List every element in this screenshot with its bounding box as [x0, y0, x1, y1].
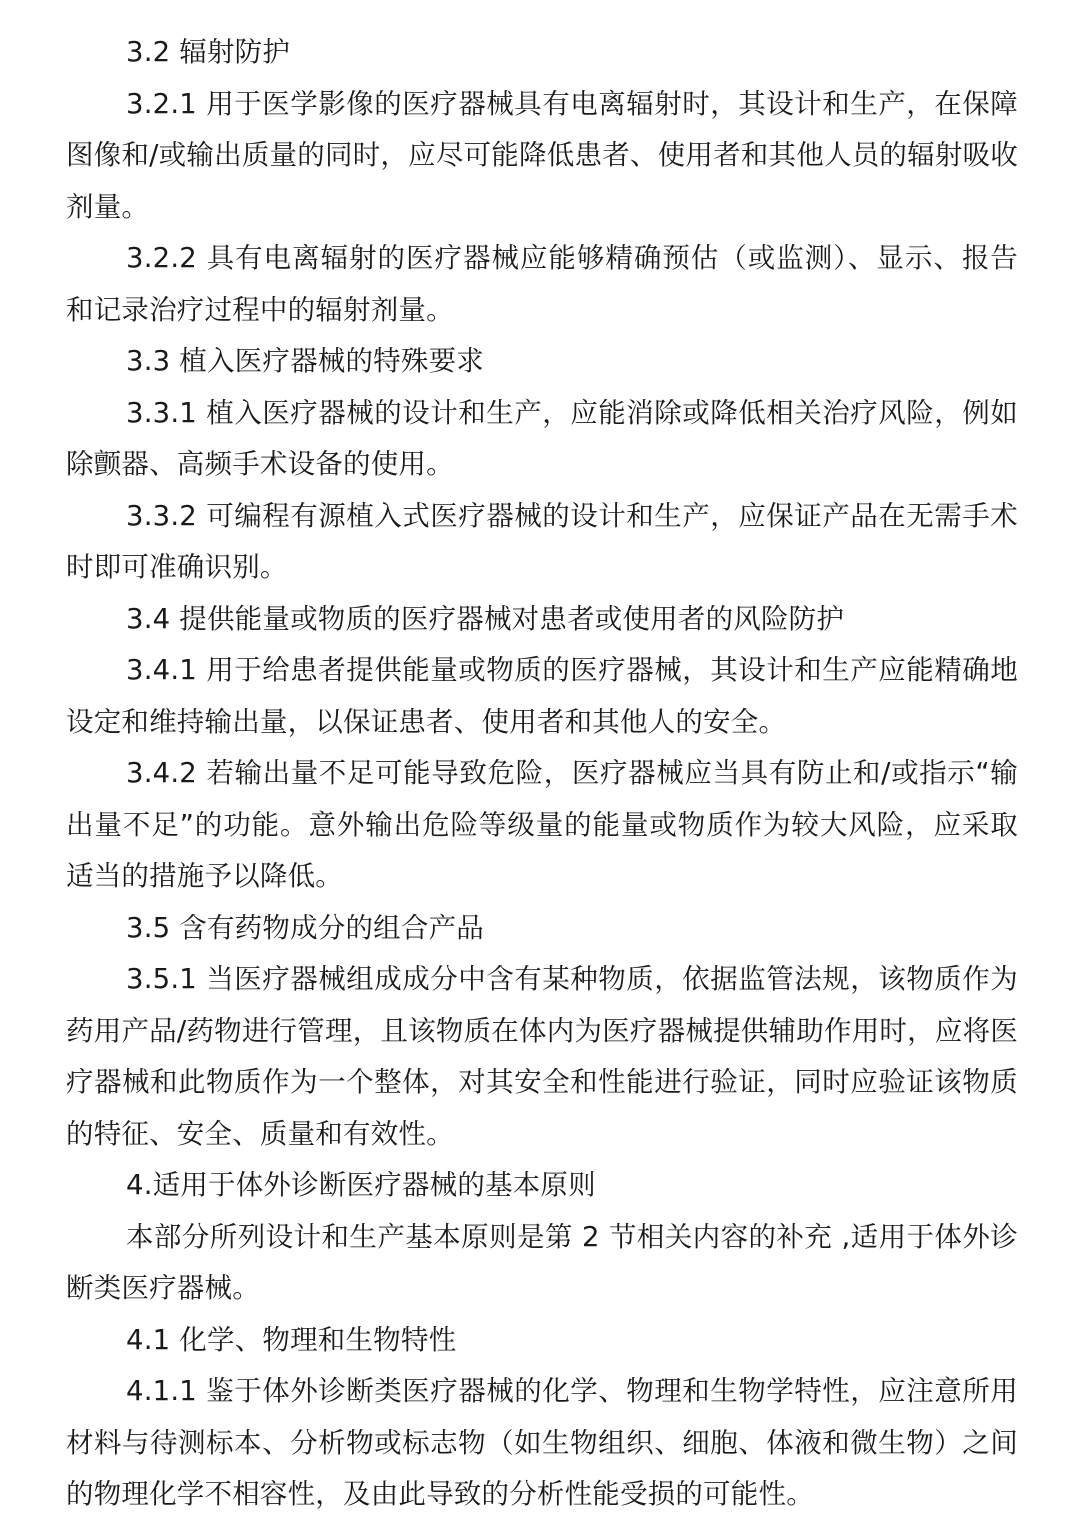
section-heading-4: 4.适用于体外诊断医疗器械的基本原则	[126, 1169, 596, 1201]
section-heading-3-2: 3.2 辐射防护	[126, 36, 291, 68]
section-heading-3-3: 3.3 植入医疗器械的特殊要求	[126, 345, 484, 377]
clause-3-4-2: 3.4.2 若输出量不足可能导致危险，医疗器械应当具有防止和/或指示“输出量不足”的功能。意外输出危险等级量的能量或物质作为较大风险，应采取适当的措施予以降低。	[66, 757, 1018, 892]
clause-3-5-1: 3.5.1 当医疗器械组成成分中含有某种物质，依据监管法规，该物质作为药用产品/药物进行管理，且该物质在体内为医疗器械提供辅助作用时，应将医疗器械和此物质作为一个整体，对其安全和性能进行验证，同时应验证该物质的特征、安全、质量和有效性。	[66, 963, 1018, 1150]
section-heading-3-5: 3.5 含有药物成分的组合产品	[126, 911, 484, 944]
clause-4-1-1: 4.1.1 鉴于体外诊断类医疗器械的化学、物理和生物学特性，应注意所用材料与待测标本、分析物或标志物（如生物组织、细胞、体液和微生物）之间的物理化学不相容性，及由此导致的分析性能受损的可能性。	[66, 1375, 1018, 1510]
clause-3-2-1: 3.2.1 用于医学影像的医疗器械具有电离辐射时，其设计和生产，在保障图像和/或输出质量的同时，应尽可能降低患者、使用者和其他人员的辐射吸收剂量。	[66, 87, 1018, 223]
section-4-intro: 本部分所列设计和生产基本原则是第 2 节相关内容的补充 ,适用于体外诊断类医疗器械。	[66, 1220, 1018, 1304]
section-heading-3-4: 3.4 提供能量或物质的医疗器械对患者或使用者的风险防护	[126, 602, 845, 635]
section-heading-4-1: 4.1 化学、物理和生物特性	[126, 1323, 457, 1356]
clause-3-2-2: 3.2.2 具有电离辐射的医疗器械应能够精确预估（或监测）、显示、报告和记录治疗过程中的辐射剂量。	[66, 242, 1018, 326]
clause-3-3-1: 3.3.1 植入医疗器械的设计和生产，应能消除或降低相关治疗风险，例如除颤器、高频手术设备的使用。	[66, 396, 1018, 480]
clause-3-3-2: 3.3.2 可编程有源植入式医疗器械的设计和生产，应保证产品在无需手术时即可准确识别。	[66, 499, 1018, 583]
clause-3-4-1: 3.4.1 用于给患者提供能量或物质的医疗器械，其设计和生产应能精确地设定和维持输出量，以保证患者、使用者和其他人的安全。	[66, 654, 1018, 738]
